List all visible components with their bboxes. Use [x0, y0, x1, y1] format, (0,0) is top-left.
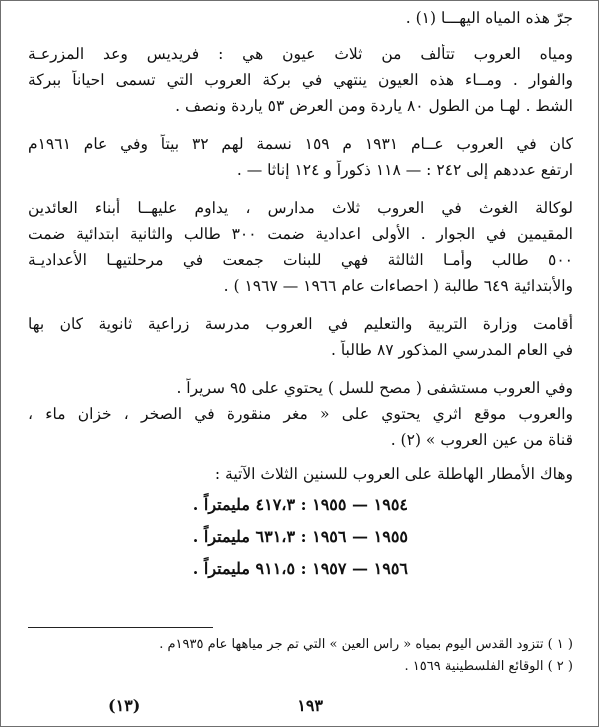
document-page [28, 4, 573, 724]
rainfall-separator: : [295, 527, 307, 546]
rainfall-unit: مليمتراً . [192, 495, 250, 514]
rainfall-period: ١٩٥٥ — ١٩٥٦ [312, 527, 408, 546]
text-line: ومياه العروب تتألف من ثلاث عيون هي : فريديس وعد المزرعـة [28, 45, 573, 63]
rainfall-unit: مليمتراً . [192, 559, 250, 578]
rainfall-row [158, 558, 408, 580]
footnote: ( ٢ ) الوقائع الفلسطينية ١٥٦٩ . [404, 659, 573, 674]
page-number: ١٩٣ [297, 696, 323, 715]
rainfall-period: ١٩٥٦ — ١٩٥٧ [312, 559, 408, 578]
rainfall-period: ١٩٥٤ — ١٩٥٥ [312, 495, 408, 514]
rainfall-row [158, 494, 408, 516]
rainfall-row [158, 526, 408, 548]
text-line: والعروب موقع اثري يحتوي على « مغر منقورة في الصخر ، خزان ماء ، [28, 405, 573, 423]
rainfall-amount: ٩١١،٥ [255, 559, 296, 578]
text-line: والأبتدائية ٦٤٩ طالبة ( احصاءات عام ١٩٦٦ — ١٩٦٧ ) . [223, 277, 573, 295]
rainfall-amount: ٦٣١،٣ [255, 527, 296, 546]
text-line: جرّ هذه المياه اليهـــا (١) . [405, 9, 573, 27]
text-line: أقامت وزارة التربية والتعليم في العروب مدرسة زراعية ثانوية كان بها [28, 315, 573, 333]
text-line: ٥٠٠ طالب وأمـا الثالثة فهي للبنات جمعت في مرحلتيهـا الأعداديـة [28, 251, 573, 269]
rainfall-unit: مليمتراً . [192, 527, 250, 546]
rainfall-amount: ٤١٧،٣ [255, 495, 296, 514]
text-line: لوكالة الغوث في العروب ثلاث مدارس ، يداوم عليهــا أبناء العائدين [28, 199, 573, 217]
text-line: المقيمين في الجوار . الأولى اعدادية ضمت ٣٠٠ طالب والثانية ابتدائية ضمت [28, 225, 573, 243]
text-line: وهاك الأمطار الهاطلة على العروب للسنين الثلاث الآتية : [214, 465, 573, 483]
text-line: الشط . لهـا من الطول ٨٠ ياردة ومن العرض ٥٣ ياردة ونصف . [175, 97, 573, 115]
rainfall-separator: : [295, 559, 307, 578]
text-line: قناة من عين العروب » (٢) . [390, 431, 573, 449]
text-line: في العام المدرسي المذكور ٨٧ طالباً . [330, 341, 573, 359]
rainfall-separator: : [295, 495, 307, 514]
section-page-number: (١٣) [108, 696, 141, 715]
footnote: ( ١ ) تتزود القدس اليوم بمياه « راس العين » التي تم جر مياهها عام ١٩٣٥م . [159, 637, 573, 652]
text-line: ارتفع عددهم إلى ٢٤٢ : — ١١٨ ذكوراً و ١٢٤ إناثا — . [236, 161, 573, 179]
footnote-rule [28, 627, 213, 628]
text-line: والفوار . ومــاء هذه العيون ينتهي في بركة العروب التي تسمى احياناً ببركة [28, 71, 573, 89]
text-line: كان في العروب عــام ١٩٣١ م ١٥٩ نسمة لهم ٣٢ بيتاً وفي عام ١٩٦١م [28, 135, 573, 153]
text-line: وفي العروب مستشفى ( مصح للسل ) يحتوي على ٩٥ سريراً . [176, 379, 573, 397]
